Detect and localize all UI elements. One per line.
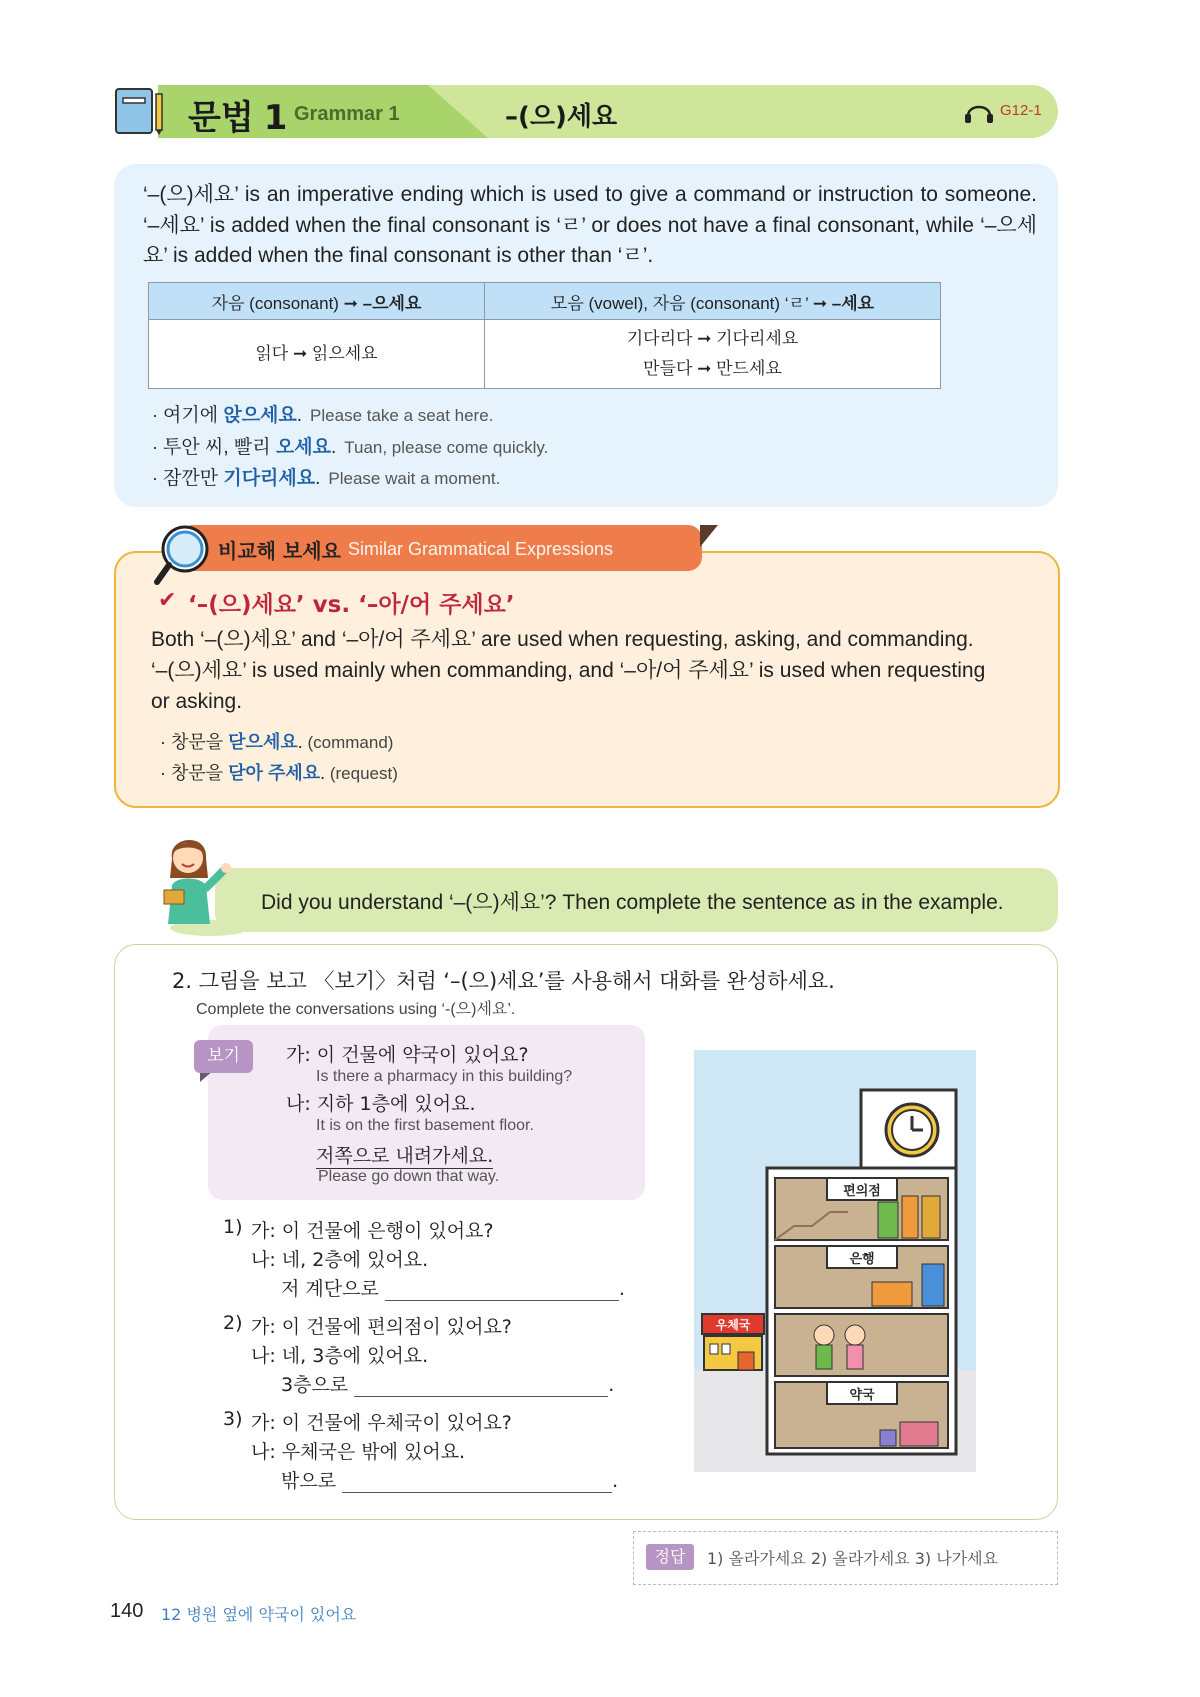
compare-tab-fold <box>700 525 718 547</box>
example-tag: 보기 <box>194 1040 253 1073</box>
example-line-1: 가: 이 건물에 약국이 있어요? <box>286 1044 529 1066</box>
question-1-number: 1) <box>223 1216 243 1238</box>
table-cell-vowel: 기다리다 ➞ 기다리세요 만들다 ➞ 만드세요 <box>485 320 941 389</box>
headphones-icon[interactable] <box>964 98 996 124</box>
question-1-a: 가: 이 건물에 은행이 있어요? <box>251 1220 494 1242</box>
question-1-c: 저 계단으로 . <box>281 1278 625 1300</box>
check-mark-icon: ✔ <box>158 588 177 613</box>
check-understanding-text: Did you understand ‘–(으)세요’? Then complete the sentence as in the example. <box>261 891 1004 914</box>
question-2-number: 2) <box>223 1312 243 1334</box>
teacher-illustration <box>150 828 242 936</box>
compare-heading: ‘–(으)세요’ vs. ‘–아/어 주세요’ <box>188 592 515 618</box>
answers-text: 1) 올라가세요 2) 올라가세요 3) 나가세요 <box>707 1549 999 1568</box>
page-number: 140 <box>110 1600 144 1622</box>
explanation-paragraph: ‘–(으)세요’ is an imperative ending which is used to give a command or instruction to someone. ‘–세요’ is added when the final consonant is ‘ㄹ’ or does not have a final consonant, while ‘–으세요’ is added when the final consonant is other than ‘ㄹ’. <box>143 183 1037 267</box>
example-line-1-en: Is there a pharmacy in this building? <box>316 1068 573 1085</box>
compare-paragraph: Both ‘–(으)세요’ and ‘–아/어 주세요’ are used when requesting, asking, and commanding. ‘–(으)세요’ is used mainly when commanding, and ‘–아/어 주세요’ is used when requesting or asking. <box>151 628 986 713</box>
list-item: · 투안 씨, 빨리 오세요. Tuan, please come quickly. <box>152 436 549 458</box>
example-sentences <box>152 400 548 495</box>
question-2-c: 3층으로 . <box>281 1374 615 1396</box>
example-answer-en: Please go down that way. <box>318 1168 500 1185</box>
answer-blank[interactable] <box>354 1376 608 1397</box>
question-3-a: 가: 이 건물에 우체국이 있어요? <box>251 1412 512 1434</box>
audio-track-code[interactable]: G12-1 <box>1000 102 1042 119</box>
sign-convenience-store: 편의점 <box>843 1184 881 1199</box>
question-1-b: 나: 네, 2층에 있어요. <box>251 1249 429 1271</box>
table-header-consonant: 자음 (consonant) ➞ –으세요 <box>149 283 485 320</box>
list-item: · 창문을 닫아 주세요. (request) <box>160 763 398 783</box>
conjugation-table <box>148 282 941 389</box>
question-2-b: 나: 네, 3층에 있어요. <box>251 1345 429 1367</box>
example-line-2: 나: 지하 1층에 있어요. <box>286 1093 476 1115</box>
grammar-pattern: –(으)세요 <box>505 102 618 132</box>
compare-examples <box>160 727 398 789</box>
answers-tag: 정답 <box>646 1544 694 1570</box>
example-answer: 저쪽으로 내려가세요. <box>316 1141 493 1169</box>
table-cell-consonant: 읽다 ➞ 읽으세요 <box>149 320 485 389</box>
question-3-c: 밖으로 . <box>281 1470 619 1492</box>
list-item: · 잠깐만 기다리세요. Please wait a moment. <box>152 468 501 489</box>
grammar-subtitle: Grammar 1 <box>294 103 400 125</box>
answer-blank[interactable] <box>342 1472 612 1493</box>
list-item: · 창문을 닫으세요. (command) <box>160 732 394 752</box>
exercise-subtitle: Complete the conversations using ‘-(으)세요’. <box>196 1001 516 1018</box>
answer-blank[interactable] <box>385 1280 619 1301</box>
example-line-2-en: It is on the first basement floor. <box>316 1117 534 1134</box>
list-item: · 여기에 앉으세요. Please take a seat here. <box>152 405 494 426</box>
magnifier-icon <box>152 522 212 592</box>
grammar-title: 문법 1 <box>188 98 288 138</box>
compare-tab-subtitle: Similar Grammatical Expressions <box>348 539 614 559</box>
compare-tab-title: 비교해 보세요 <box>218 539 341 563</box>
sign-post-office: 우체국 <box>715 1318 751 1332</box>
chapter-title: 12 병원 옆에 약국이 있어요 <box>161 1605 357 1624</box>
sign-pharmacy: 약국 <box>849 1388 875 1403</box>
question-3-b: 나: 우체국은 밖에 있어요. <box>251 1441 466 1463</box>
notebook-icon <box>114 86 166 136</box>
exercise-title: 2. 그림을 보고 〈보기〉처럼 ‘–(으)세요’를 사용해서 대화를 완성하세요. <box>172 969 835 993</box>
question-3-number: 3) <box>223 1408 243 1430</box>
table-header-vowel: 모음 (vowel), 자음 (consonant) ‘ㄹ’ ➞ –세요 <box>485 283 941 320</box>
question-2-a: 가: 이 건물에 편의점이 있어요? <box>251 1316 512 1338</box>
sign-bank: 은행 <box>849 1252 875 1267</box>
building-illustration <box>694 1050 976 1472</box>
